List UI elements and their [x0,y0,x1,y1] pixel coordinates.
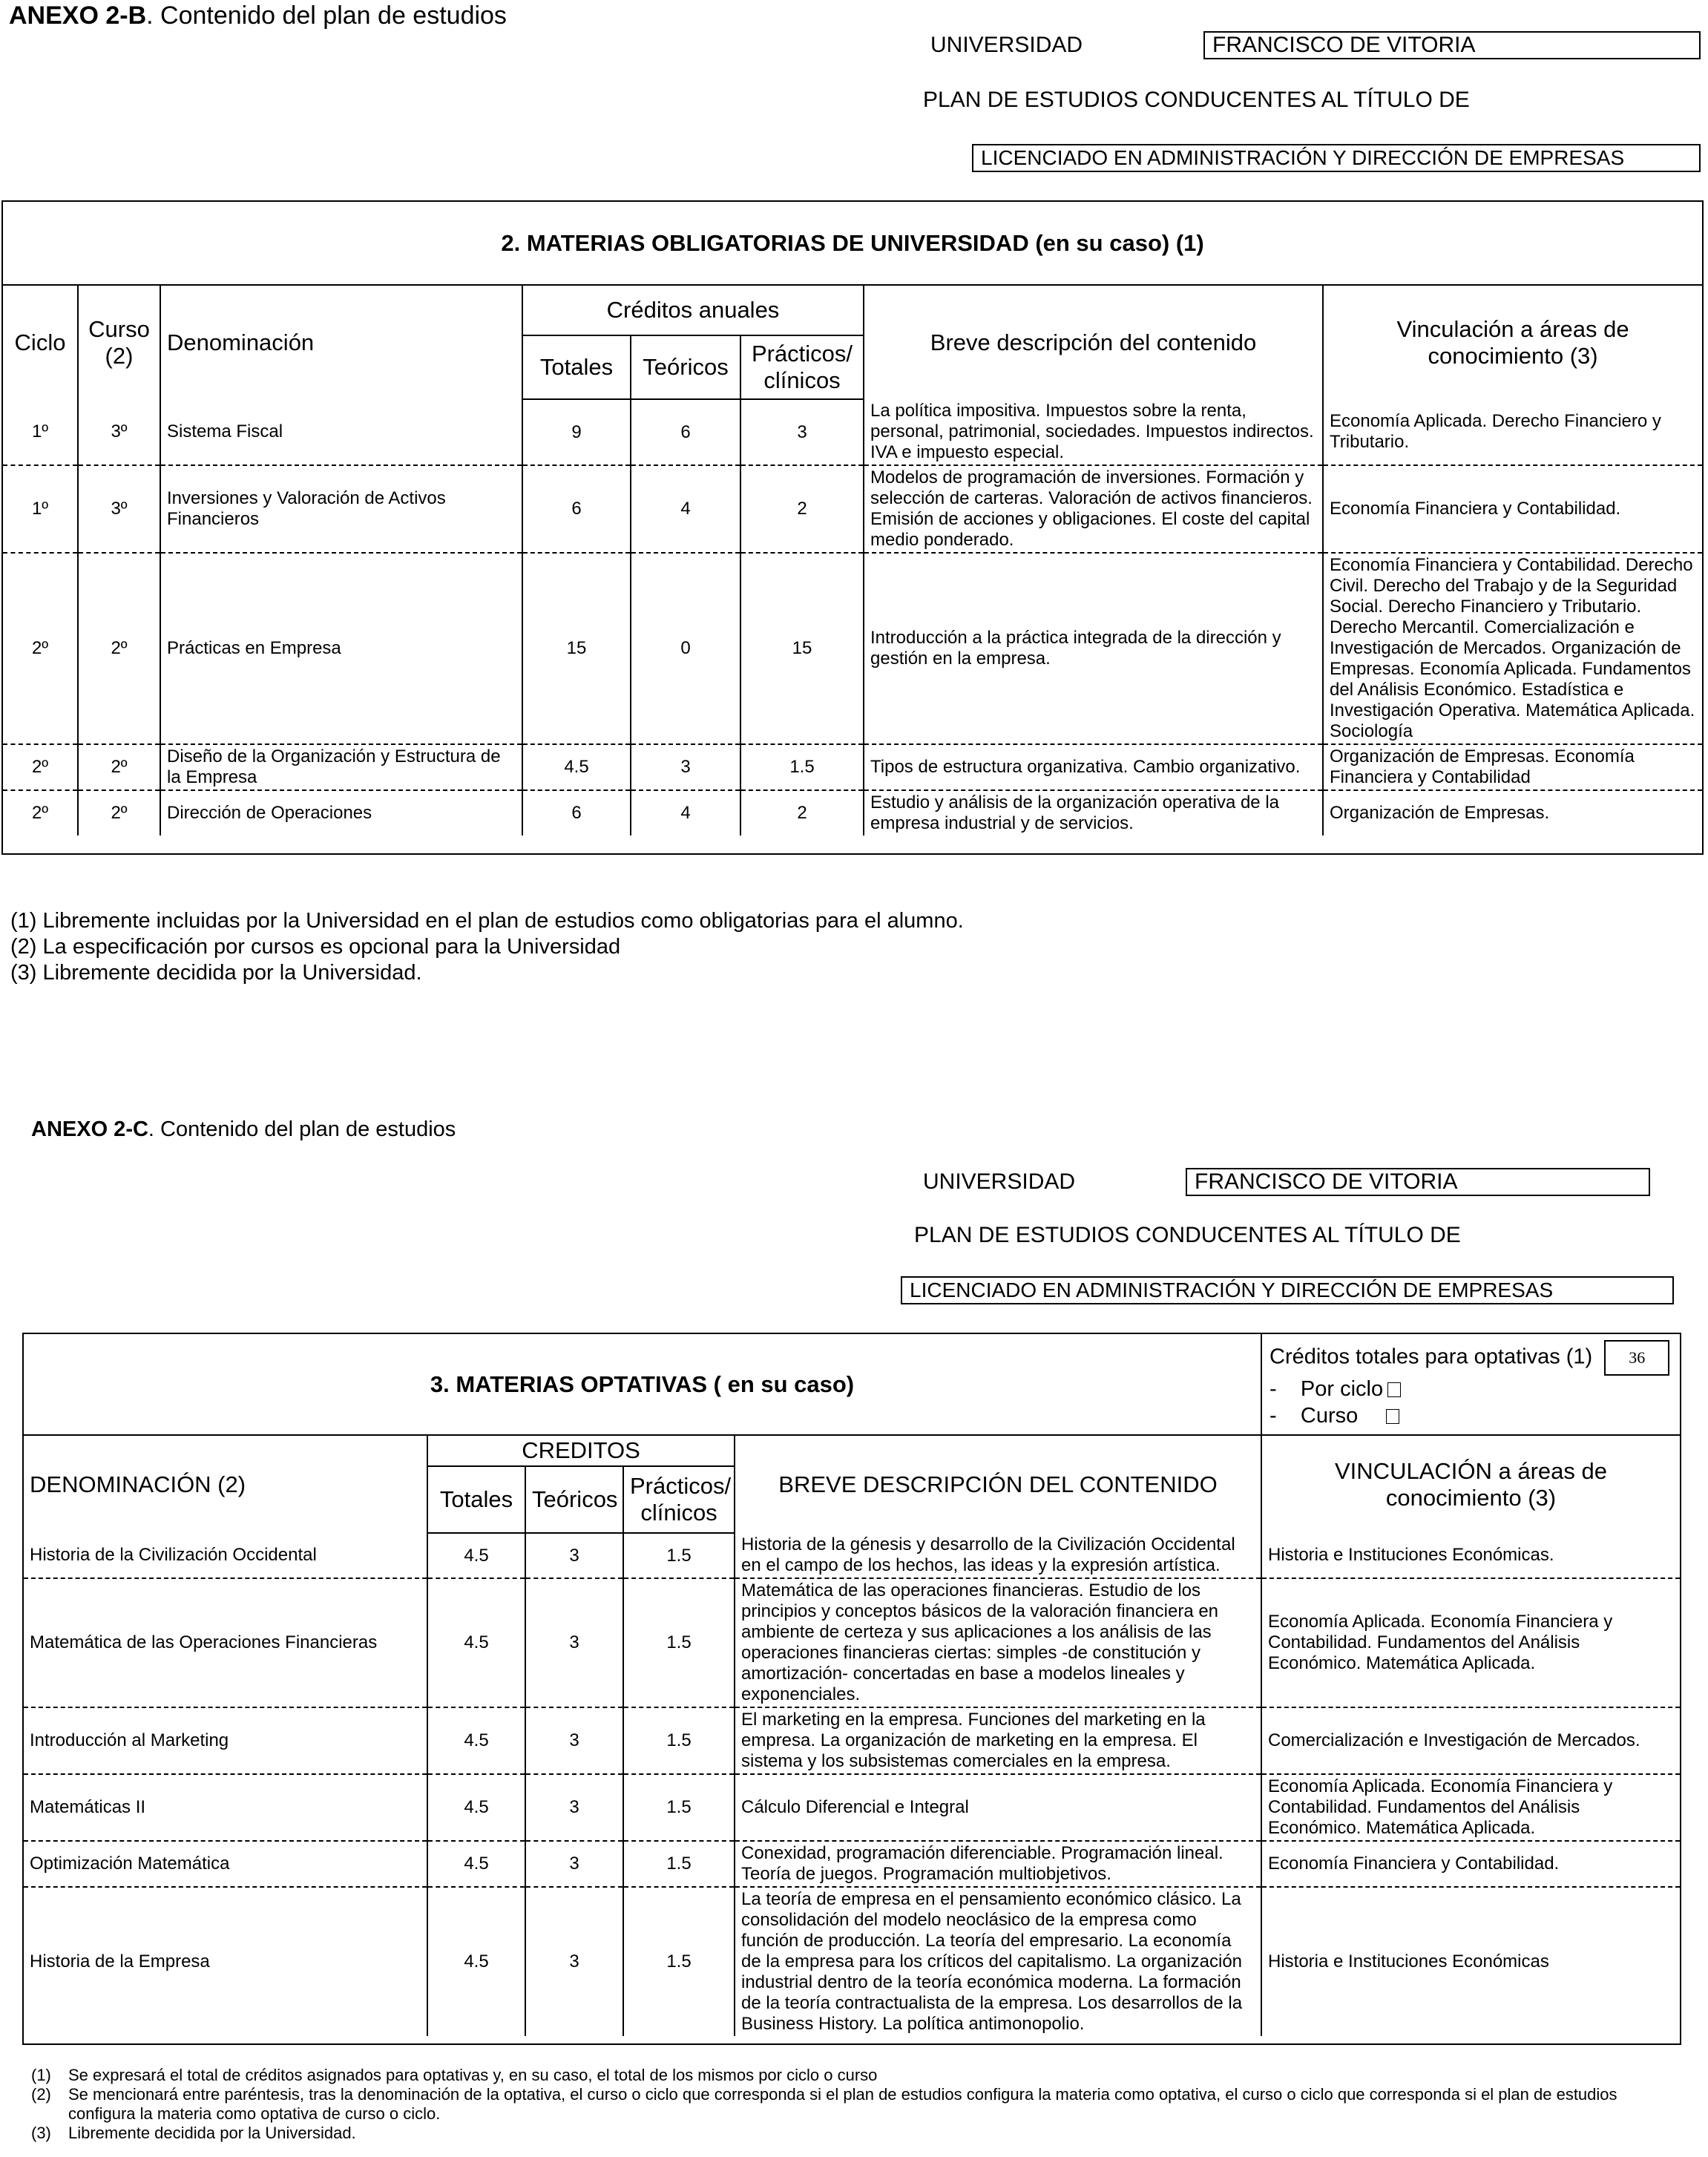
practicos-cell: 1.5 [623,1707,735,1774]
vinculacion-cell: Historia e Instituciones Económicas [1268,1951,1549,1971]
ciclo-cell: 2º [3,553,78,744]
notes [10,908,964,986]
university-label-c: UNIVERSIDAD [923,1169,1076,1194]
practicos-cell: 1.5 [623,1887,735,2036]
descripcion-cell: Modelos de programación de inversiones. Formación y selección de carteras. Valoración de activos financieros. Emisión de acciones y obligaciones. El coste del capital medio ponderado. [864,465,1323,553]
denominacion-cell: Optimización Matemática [24,1841,427,1887]
table-body-c [24,1533,1680,2036]
curso-cell: 2º [78,744,160,790]
col-totales: Totales [522,335,631,399]
mandatory-subjects-table [3,202,1702,835]
teoricos-cell: 3 [525,1533,623,1578]
note-c-2: (2) Se mencionará entre paréntesis, tras la denominación de la optativa, el curso o ciclo que corresponda si el plan de estudios configura la materia como optativa, el curso o ciclo que corresponda si el plan de estudios configura la materia como optativa de curso o ciclo. [31,2085,1617,2123]
curso-label: - Curso [1269,1403,1359,1428]
teoricos-cell: 4 [631,465,740,553]
vinculacion-cell: Organización de Empresas. [1330,803,1550,823]
totales-cell: 15 [522,553,631,744]
teoricos-cell: 0 [631,553,740,744]
table-row [3,465,1702,553]
totales-cell: 4.5 [427,1707,525,1774]
practicos-cell: 1.5 [623,1774,735,1841]
note-2: (2) La especificación por cursos es opcional para la Universidad [10,935,621,959]
plan-label: PLAN DE ESTUDIOS CONDUCENTES AL TÍTULO DE [923,88,1470,112]
notes-c [31,2066,1686,2143]
annex-heading-c: ANEXO 2-C. Contenido del plan de estudios [31,1117,456,1141]
totales-cell: 6 [522,790,631,835]
university-label: UNIVERSIDAD [930,33,1083,57]
vinculacion-cell: Economía Financiera y Contabilidad. [1261,1841,1680,1887]
table-row [3,399,1702,465]
descripcion-cell: Estudio y análisis de la organización operativa de la empresa industrial y de servicios. [864,790,1323,835]
practicos-cell: 2 [740,790,864,835]
vinculacion-cell: Economía Aplicada. Economía Financiera y Contabilidad. Fundamentos del Análisis Económico. Matemática Aplicada. [1261,1774,1680,1841]
university-value-c: FRANCISCO DE VITORIA [1186,1168,1650,1196]
vinculacion-cell: Organización de Empresas. Economía Financiera y Contabilidad [1323,744,1702,790]
vinculacion-cell: Economía Aplicada. Economía Financiera y Contabilidad. Fundamentos del Análisis Económico. Matemática Aplicada. [1261,1578,1680,1707]
vinculacion-cell: Historia e Instituciones Económicas. [1261,1533,1680,1578]
descripcion-cell: Introducción a la práctica integrada de la dirección y gestión en la empresa. [864,553,1323,744]
descripcion-cell: La teoría de empresa en el pensamiento económico clásico. La consolidación del modelo neoclásico de la empresa como función de producción. La teoría del empresario. La economía de la empresa para los críticos del capitalismo. La organización industrial dentro de la teoría económica moderna. La formación de la teoría contractualista de la empresa. Los desarrollos de la Business History. La política antimonopolio. [735,1887,1261,2036]
ciclo-cell: 1º [3,399,78,465]
practicos-cell: 1.5 [740,744,864,790]
table-row [24,1887,1680,2036]
col-descripcion: Breve descripción del contenido [864,285,1323,399]
col-practicos-c: Prácticos/ clínicos [623,1466,735,1533]
table-row [24,1578,1680,1707]
credits-total-label: Créditos totales para optativas (1) [1269,1345,1593,1369]
col-totales-c: Totales [427,1466,525,1533]
vinculacion-cell: Comercialización e Investigación de Mercados. [1261,1707,1680,1774]
denominacion-cell: Introducción al Marketing [24,1707,427,1774]
table-row [24,1774,1680,1841]
col-denominacion: Denominación [160,285,522,399]
descripcion-cell: Tipos de estructura organizativa. Cambio organizativo. [864,744,1323,790]
totales-cell: 4.5 [427,1533,525,1578]
note-c-3: (3) Libremente decidida por la Universidad. [31,2124,356,2142]
por-ciclo-label: - Por ciclo [1269,1376,1384,1401]
vinculacion-cell: Economía Aplicada. Derecho Financiero y Tributario. [1323,399,1702,465]
curso-cell: 2º [78,553,160,744]
vinculacion-cell: Economía Financiera y Contabilidad. Derecho Civil. Derecho del Trabajo y de la Seguridad Social. Derecho Financiero y Tributario. Derecho Mercantil. Comercialización e Investigación de Mercados. Organización de Empresas. Economía Aplicada. Fundamentos del Análisis Económico. Estadística e Investigación Operativa. Matemática Aplicada. Sociología [1323,553,1702,744]
col-denominacion-c: DENOMINACIÓN (2) [24,1435,427,1533]
optional-subjects-table [24,1334,1680,2036]
totales-cell: 4.5 [427,1887,525,2036]
checkbox-icon[interactable] [1386,1409,1399,1424]
teoricos-cell: 3 [525,1774,623,1841]
teoricos-cell: 3 [525,1841,623,1887]
totales-cell: 9 [522,399,631,465]
university-value: FRANCISCO DE VITORIA [1203,31,1701,59]
practicos-cell: 1.5 [623,1578,735,1707]
descripcion-cell: Matemática de las operaciones financieras. Estudio de los principios y conceptos básicos de la valoración financiera en ambiente de certeza y sus aplicaciones a los análisis de las operaciones financieras ciertas: simples -de constitución y amortización- concertadas en base a modelos lineales y exponenciales. [735,1578,1261,1707]
practicos-cell: 15 [740,553,864,744]
degree-title: LICENCIADO EN ADMINISTRACIÓN Y DIRECCIÓN DE EMPRESAS [972,144,1701,172]
practicos-cell: 1.5 [623,1841,735,1887]
col-teoricos: Teóricos [631,335,740,399]
denominacion-cell: Prácticas en Empresa [160,553,522,744]
denominacion-cell: Historia de la Civilización Occidental [24,1533,427,1578]
col-descripcion-c: BREVE DESCRIPCIÓN DEL CONTENIDO [735,1435,1261,1533]
table-row [24,1841,1680,1887]
totales-cell: 4.5 [427,1841,525,1887]
teoricos-cell: 4 [631,790,740,835]
table-title-c: 3. MATERIAS OPTATIVAS ( en su caso) [24,1334,1261,1435]
col-vinculacion: Vinculación a áreas de conocimiento (3) [1323,285,1702,399]
table-row [3,790,1702,835]
plan-label-c: PLAN DE ESTUDIOS CONDUCENTES AL TÍTULO DE [914,1223,1461,1247]
annex-heading: ANEXO 2-B. Contenido del plan de estudios [9,1,507,30]
note-1: (1) Libremente incluidas por la Universidad en el plan de estudios como obligatorias para el alumno. [10,909,964,933]
note-3: (3) Libremente decidida por la Universidad. [10,961,422,985]
mandatory-subjects-frame [1,200,1704,855]
teoricos-cell: 3 [525,1578,623,1707]
curso-cell: 3º [78,465,160,553]
col-curso: Curso (2) [78,285,160,399]
table-row [24,1707,1680,1774]
descripcion-cell: El marketing en la empresa. Funciones del marketing en la empresa. La organización de marketing en la empresa. El sistema y los subsistemas comerciales en la empresa. [735,1707,1261,1774]
col-teoricos-c: Teóricos [525,1466,623,1533]
denominacion-cell: Matemática de las Operaciones Financieras [24,1578,427,1707]
denominacion-cell: Matemáticas II [24,1774,427,1841]
vinculacion-cell: Economía Financiera y Contabilidad. [1323,465,1702,553]
denominacion-cell: Sistema Fiscal [160,399,522,465]
practicos-cell: 1.5 [623,1533,735,1578]
curso-cell: 2º [78,790,160,835]
descripcion-cell: Cálculo Diferencial e Integral [735,1774,1261,1841]
totales-cell: 6 [522,465,631,553]
table-row [3,744,1702,790]
teoricos-cell: 3 [525,1887,623,2036]
totales-cell: 4.5 [427,1774,525,1841]
col-ciclo: Ciclo [3,285,78,399]
degree-title-c: LICENCIADO EN ADMINISTRACIÓN Y DIRECCIÓN DE EMPRESAS [901,1276,1674,1304]
practicos-cell: 2 [740,465,864,553]
col-creditos: Créditos anuales [522,285,864,335]
checkbox-icon[interactable] [1387,1382,1401,1397]
descripcion-cell: Historia de la génesis y desarrollo de la Civilización Occidental en el campo de los hechos, las ideas y la expresión artística. [735,1533,1261,1578]
table-row [24,1533,1680,1578]
curso-cell: 3º [78,399,160,465]
ciclo-cell: 2º [3,790,78,835]
descripcion-cell: Conexidad, programación diferenciable. Programación lineal. Teoría de juegos. Programación multiobjetivos. [735,1841,1261,1887]
practicos-cell: 3 [740,399,864,465]
ciclo-cell: 1º [3,465,78,553]
col-creditos-c: CREDITOS [427,1435,735,1466]
teoricos-cell: 3 [631,744,740,790]
descripcion-cell: La política impositiva. Impuestos sobre la renta, personal, patrimonial, sociedades. Impuestos indirectos. IVA e impuesto especial. [864,399,1323,465]
col-practicos: Prácticos/ clínicos [740,335,864,399]
teoricos-cell: 3 [525,1707,623,1774]
teoricos-cell: 6 [631,399,740,465]
denominacion-cell: Inversiones y Valoración de Activos Financieros [160,465,522,553]
totales-cell: 4.5 [427,1578,525,1707]
denominacion-cell: Diseño de la Organización y Estructura de la Empresa [160,744,522,790]
optional-subjects-frame [22,1333,1681,2045]
table-body [3,399,1702,835]
denominacion-cell: Historia de la Empresa [24,1887,427,2036]
table-row [3,553,1702,744]
col-vinculacion-c: VINCULACIÓN a áreas de conocimiento (3) [1261,1435,1680,1533]
note-c-1: (1) Se expresará el total de créditos asignados para optativas y, en su caso, el total de los mismos por ciclo o curso [31,2066,878,2084]
denominacion-cell: Dirección de Operaciones [160,790,522,835]
table-title: 2. MATERIAS OBLIGATORIAS DE UNIVERSIDAD (en su caso) (1) [501,229,1204,256]
totales-cell: 4.5 [522,744,631,790]
ciclo-cell: 2º [3,744,78,790]
credits-total-cell [1261,1334,1680,1435]
credits-total-value: 36 [1604,1340,1669,1376]
